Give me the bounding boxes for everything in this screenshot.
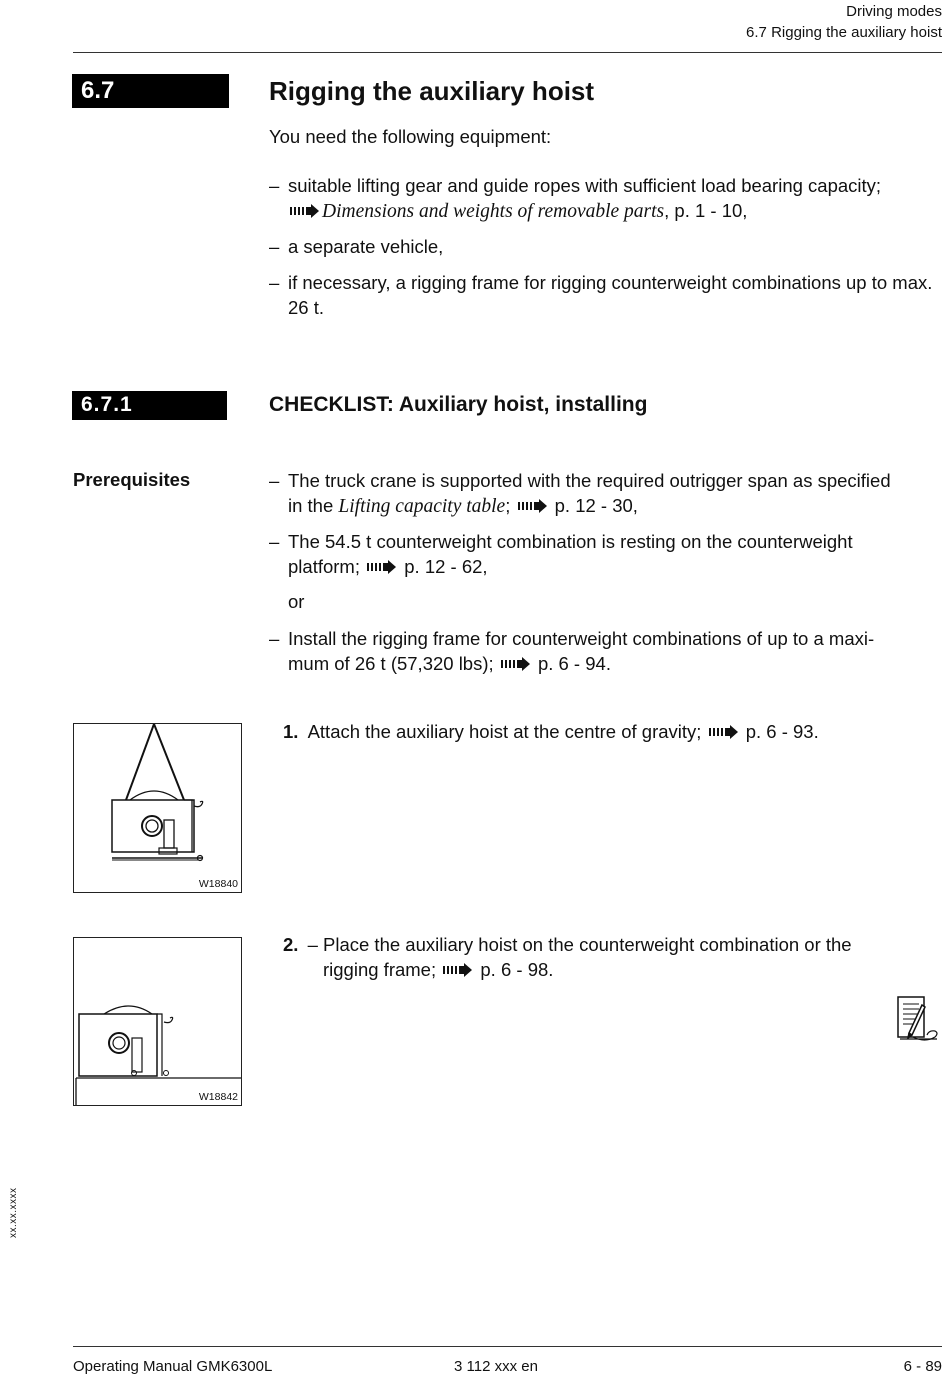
figure-step-1 xyxy=(73,723,242,893)
cross-reference-arrow-icon xyxy=(501,657,531,671)
auxiliary-hoist-placed-illustration xyxy=(74,938,241,1105)
footer-rule xyxy=(73,1346,942,1347)
subsection-number-box xyxy=(72,391,227,420)
header-section: 6.7 Rigging the auxiliary hoist xyxy=(746,24,942,41)
equipment-text: suitable lifting gear and guide ropes with sufficient load bearing capacity; xyxy=(288,175,882,196)
equipment-text: a separate vehicle, xyxy=(288,236,444,257)
section-number-box xyxy=(72,74,229,108)
step-number: 2. xyxy=(283,934,299,955)
reference-page: , p. 1 - 10, xyxy=(664,199,748,221)
cross-reference-arrow-icon xyxy=(290,204,320,218)
checklist-document-icon xyxy=(895,995,941,1043)
subsection-title: CHECKLIST: Auxiliary hoist, installing xyxy=(269,393,648,416)
header-rule xyxy=(73,52,942,53)
header-chapter: Driving modes xyxy=(846,3,942,20)
footer-page-number: 6 - 89 xyxy=(903,1358,942,1375)
reference-page: p. 6 - 98. xyxy=(480,958,554,980)
reference-page: p. 12 - 62, xyxy=(404,555,488,577)
footer-manual: Operating Manual GMK6300L xyxy=(73,1358,273,1375)
equipment-item: – a separate vehicle, xyxy=(269,235,942,260)
step-1: 1. Attach the auxiliary hoist at the centre of gravity; p. 6 - 93. xyxy=(283,721,819,742)
reference-page: p. 6 - 93. xyxy=(745,721,819,742)
subsection-number: 6.7.1 xyxy=(81,393,133,416)
section-title: Rigging the auxiliary hoist xyxy=(269,76,595,106)
figure-code: W18840 xyxy=(198,878,238,890)
section-number: 6.7 xyxy=(81,77,115,104)
equipment-item: – if necessary, a rigging frame for rigging counterweight combinations up to max. 26 t. xyxy=(269,271,942,320)
cross-reference-arrow-icon xyxy=(367,560,397,574)
side-document-code: xx.xx.xxxx xyxy=(8,1187,19,1238)
section-intro: You need the following equipment: xyxy=(269,126,552,147)
cross-reference-arrow-icon xyxy=(518,499,548,513)
prerequisite-item: – The truck crane is supported with the required outrigger span as specified in the Lifting capacity table; p. 12 - 30, xyxy=(269,470,891,517)
cross-reference-link[interactable]: Dimensions and weights of removable parts xyxy=(322,200,665,222)
figure-code: W18842 xyxy=(198,1091,238,1103)
footer-doc-number: 3 112 xxx en xyxy=(454,1358,538,1375)
figure-step-2 xyxy=(73,937,242,1106)
step-2: 2. – Place the auxiliary hoist on the counterweight combination or the rigging frame; p. 6 - 98. xyxy=(283,934,852,980)
cross-reference-link[interactable]: Lifting capacity table xyxy=(338,495,506,517)
equipment-item: – suitable lifting gear and guide ropes with sufficient load bearing capacity; Dimensions and weights of removable parts, p. 1 - 10, xyxy=(269,175,882,222)
reference-page: p. 12 - 30, xyxy=(554,494,638,516)
equipment-text: if necessary, a rigging frame for rigging counterweight combinations up to max. 26 t. xyxy=(288,272,933,318)
running-header xyxy=(746,1,942,43)
cross-reference-arrow-icon xyxy=(443,963,473,977)
step-number: 1. xyxy=(283,721,299,742)
prerequisite-item: – Install the rigging frame for counterweight combinations of up to a maxi- mum of 26 t (57,320 lbs); p. 6 - 94. xyxy=(269,628,875,674)
prerequisite-or: or xyxy=(288,591,305,612)
prerequisite-item: – The 54.5 t counterweight combination is resting on the counterweight platform; p. 12 - 62, xyxy=(269,531,853,577)
reference-page: p. 6 - 94. xyxy=(537,652,611,674)
cross-reference-arrow-icon xyxy=(709,725,739,739)
prerequisites-label: Prerequisites xyxy=(73,469,191,490)
auxiliary-hoist-lifting-illustration xyxy=(74,724,241,892)
